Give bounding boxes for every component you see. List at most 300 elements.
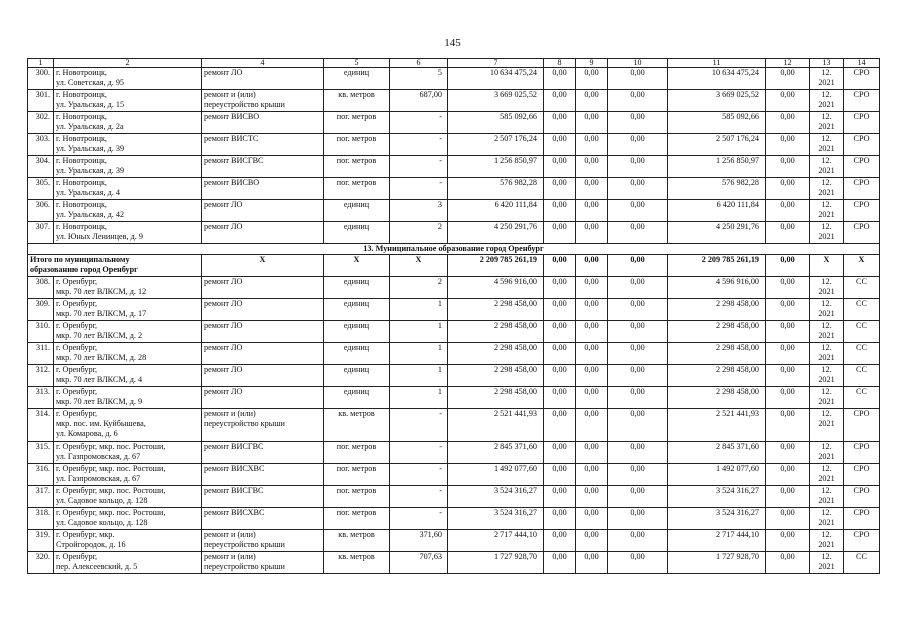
other-funds-cell: 0,00 [766, 178, 810, 200]
row-number: 305. [28, 178, 54, 200]
column-number: 2 [54, 59, 202, 68]
funding-method-cell: СРО [844, 68, 880, 90]
address-line: ул. Газпромовская, д. 67 [56, 452, 141, 462]
address-line: мкр. пос. им. Куйбышева, [56, 419, 146, 429]
completion-year: 2021 [818, 496, 835, 506]
completion-year: 2021 [818, 210, 835, 220]
column-number: 14 [844, 59, 880, 68]
completion-year: 2021 [818, 122, 835, 132]
fund-cell: 0,00 [576, 530, 608, 552]
unit-cell: пог. метров [324, 464, 390, 486]
address-line: ул. Комарова, д. 6 [56, 429, 118, 439]
work-type-cell [202, 178, 324, 200]
unit-cell: единиц [324, 68, 390, 90]
address-line: ул. Уральская, д. 15 [56, 100, 125, 110]
unit-cell: единиц [324, 277, 390, 299]
completion-date-cell [810, 200, 844, 222]
address-cell [54, 200, 202, 222]
table-row [28, 387, 880, 409]
address-line: г. Новотроицк, [56, 112, 107, 121]
address-line: г. Новотроицк, [56, 222, 107, 231]
work-type-line: ремонт ЛО [204, 387, 243, 396]
quantity-cell: 687,00 [390, 90, 448, 112]
owner-funds-cell: 4 250 291,76 [668, 222, 766, 244]
funding-method-cell: СС [844, 343, 880, 365]
completion-year: 2021 [818, 540, 835, 550]
cost-cell: 2 717 444,10 [448, 530, 544, 552]
address-line: ул. Садовое кольцо, д. 128 [56, 496, 148, 506]
address-line: г. Новотроицк, [56, 68, 107, 77]
column-number: 5 [324, 59, 390, 68]
address-line: ул. Уральская, д. 39 [56, 166, 125, 176]
owner-funds-cell: 2 298 458,00 [668, 321, 766, 343]
other-funds-cell: 0,00 [766, 343, 810, 365]
work-type-cell [202, 321, 324, 343]
completion-date-cell [810, 277, 844, 299]
column-number: 6 [390, 59, 448, 68]
row-number: 302. [28, 112, 54, 134]
cost-cell: 6 420 111,84 [448, 200, 544, 222]
unit-cell: пог. метров [324, 112, 390, 134]
owner-funds-cell: 2 298 458,00 [668, 299, 766, 321]
fund-cell: 0,00 [576, 365, 608, 387]
other-funds-cell: 0,00 [766, 530, 810, 552]
total-label-line: Итого по муниципальному [30, 255, 130, 264]
work-type-line: ремонт ЛО [204, 200, 243, 209]
fund-cell: 0,00 [576, 222, 608, 244]
fund-cell: 0,00 [608, 409, 668, 442]
owner-funds-cell: 2 521 441,93 [668, 409, 766, 442]
table-row [28, 442, 880, 464]
table-row [28, 508, 880, 530]
owner-funds-cell: 2 507 176,24 [668, 134, 766, 156]
address-line: г. Оренбург, [56, 277, 98, 286]
total-fund: 0,00 [608, 255, 668, 277]
work-type-line: ремонт ВИСГВС [204, 156, 264, 165]
completion-date-cell [810, 530, 844, 552]
quantity-cell: - [390, 156, 448, 178]
row-number: 316. [28, 464, 54, 486]
fund-cell: 0,00 [608, 222, 668, 244]
fund-cell: 0,00 [576, 387, 608, 409]
row-number: 311. [28, 343, 54, 365]
column-number: 7 [448, 59, 544, 68]
fund-cell: 0,00 [544, 508, 576, 530]
address-line: мкр. 70 лет ВЛКСМ, д. 28 [56, 353, 147, 363]
unit-cell: единиц [324, 387, 390, 409]
completion-year: 2021 [818, 474, 835, 484]
address-line: г. Оренбург, мкр. пос. Ростоши, [56, 508, 166, 517]
work-type-line: ремонт ВИСТС [204, 134, 259, 143]
row-number: 317. [28, 486, 54, 508]
fund-cell: 0,00 [576, 299, 608, 321]
address-line: ул. Садовое кольцо, д. 128 [56, 518, 148, 528]
completion-year: 2021 [818, 353, 835, 363]
total-fund: 0,00 [544, 255, 576, 277]
completion-date-cell [810, 365, 844, 387]
column-number-row [28, 59, 880, 68]
row-number: 318. [28, 508, 54, 530]
quantity-cell: - [390, 409, 448, 442]
address-line: пер. Алексеевский, д. 5 [56, 562, 138, 572]
other-funds-cell: 0,00 [766, 112, 810, 134]
address-line: ул. Уральская, д. 2а [56, 122, 124, 132]
quantity-cell: 1 [390, 321, 448, 343]
fund-cell: 0,00 [576, 112, 608, 134]
completion-date-cell [810, 387, 844, 409]
cost-cell: 1 727 928,70 [448, 552, 544, 574]
completion-date-cell [810, 321, 844, 343]
address-line: г. Новотроицк, [56, 90, 107, 99]
unit-cell: пог. метров [324, 508, 390, 530]
total-x: X [390, 255, 448, 277]
address-line: г. Оренбург, [56, 365, 98, 374]
address-line: ул. Уральская, д. 4 [56, 188, 120, 198]
fund-cell: 0,00 [576, 200, 608, 222]
quantity-cell: 2 [390, 222, 448, 244]
quantity-cell: 1 [390, 343, 448, 365]
address-cell [54, 178, 202, 200]
row-number: 320. [28, 552, 54, 574]
fund-cell: 0,00 [544, 552, 576, 574]
fund-cell: 0,00 [544, 178, 576, 200]
address-cell [54, 299, 202, 321]
completion-year: 2021 [818, 518, 835, 528]
column-number: 4 [202, 59, 324, 68]
owner-funds-cell: 576 982,28 [668, 178, 766, 200]
table-row [28, 134, 880, 156]
completion-month: 12. [821, 552, 832, 561]
owner-funds-cell: 1 727 928,70 [668, 552, 766, 574]
completion-year: 2021 [818, 331, 835, 341]
address-cell [54, 552, 202, 574]
owner-funds-cell: 2 845 371,60 [668, 442, 766, 464]
work-type-cell [202, 277, 324, 299]
fund-cell: 0,00 [576, 552, 608, 574]
column-number: 13 [810, 59, 844, 68]
work-type-line: ремонт ЛО [204, 222, 243, 231]
address-line: г. Оренбург, мкр. [56, 530, 115, 539]
other-funds-cell: 0,00 [766, 200, 810, 222]
address-cell [54, 530, 202, 552]
completion-month: 12. [821, 508, 832, 517]
address-cell [54, 387, 202, 409]
cost-cell: 4 250 291,76 [448, 222, 544, 244]
address-line: г. Новотроицк, [56, 134, 107, 143]
completion-date-cell [810, 442, 844, 464]
column-number: 9 [576, 59, 608, 68]
cost-cell: 10 634 475,24 [448, 68, 544, 90]
address-cell [54, 222, 202, 244]
completion-month: 12. [821, 442, 832, 451]
address-cell [54, 409, 202, 442]
work-type-line: ремонт ЛО [204, 321, 243, 330]
total-x: X [324, 255, 390, 277]
address-cell [54, 90, 202, 112]
section-title-row [28, 244, 880, 255]
work-type-cell [202, 552, 324, 574]
fund-cell: 0,00 [608, 464, 668, 486]
funding-method-cell: СРО [844, 178, 880, 200]
funding-method-cell: СС [844, 365, 880, 387]
other-funds-cell: 0,00 [766, 409, 810, 442]
total-x: X [202, 255, 324, 277]
work-type-cell [202, 365, 324, 387]
work-type-line: ремонт и (или) [204, 552, 256, 561]
completion-date-cell [810, 486, 844, 508]
work-type-cell [202, 343, 324, 365]
total-cost: 2 209 785 261,19 [448, 255, 544, 277]
address-cell [54, 112, 202, 134]
unit-cell: пог. метров [324, 134, 390, 156]
work-type-cell [202, 200, 324, 222]
completion-month: 12. [821, 134, 832, 143]
completion-date-cell [810, 90, 844, 112]
work-type-line: ремонт ЛО [204, 343, 243, 352]
fund-cell: 0,00 [608, 321, 668, 343]
cost-cell: 2 521 441,93 [448, 409, 544, 442]
funding-method-cell: СРО [844, 90, 880, 112]
table-row [28, 365, 880, 387]
unit-cell: единиц [324, 200, 390, 222]
address-cell [54, 68, 202, 90]
owner-funds-cell: 2 298 458,00 [668, 365, 766, 387]
table-row [28, 112, 880, 134]
address-line: мкр. 70 лет ВЛКСМ, д. 9 [56, 397, 143, 407]
completion-date-cell [810, 156, 844, 178]
completion-month: 12. [821, 178, 832, 187]
quantity-cell: - [390, 442, 448, 464]
row-number: 308. [28, 277, 54, 299]
cost-cell: 2 298 458,00 [448, 343, 544, 365]
work-type-line: переустройство крыши [204, 562, 285, 572]
owner-funds-cell: 3 524 316,27 [668, 486, 766, 508]
fund-cell: 0,00 [544, 112, 576, 134]
address-line: Стройгородок, д. 16 [56, 540, 126, 550]
address-line: г. Оренбург, [56, 552, 98, 561]
other-funds-cell: 0,00 [766, 299, 810, 321]
fund-cell: 0,00 [576, 68, 608, 90]
completion-year: 2021 [818, 188, 835, 198]
column-number: 11 [668, 59, 766, 68]
address-line: мкр. 70 лет ВЛКСМ, д. 12 [56, 287, 147, 297]
cost-cell: 3 524 316,27 [448, 508, 544, 530]
fund-cell: 0,00 [608, 200, 668, 222]
work-type-line: переустройство крыши [204, 100, 285, 110]
total-fund: 0,00 [576, 255, 608, 277]
work-type-line: ремонт ЛО [204, 68, 243, 77]
address-line: ул. Юных Ленинцев, д. 9 [56, 232, 143, 242]
other-funds-cell: 0,00 [766, 508, 810, 530]
address-line: г. Оренбург, мкр. пос. Ростоши, [56, 442, 166, 451]
fund-cell: 0,00 [544, 222, 576, 244]
completion-month: 12. [821, 365, 832, 374]
unit-cell: единиц [324, 222, 390, 244]
completion-month: 12. [821, 486, 832, 495]
column-number: 10 [608, 59, 668, 68]
row-number: 310. [28, 321, 54, 343]
fund-cell: 0,00 [576, 321, 608, 343]
fund-cell: 0,00 [608, 277, 668, 299]
completion-year: 2021 [818, 419, 835, 429]
completion-year: 2021 [818, 375, 835, 385]
unit-cell: пог. метров [324, 178, 390, 200]
work-type-cell [202, 409, 324, 442]
fund-cell: 0,00 [576, 90, 608, 112]
quantity-cell: 3 [390, 200, 448, 222]
completion-date-cell [810, 112, 844, 134]
other-funds-cell: 0,00 [766, 365, 810, 387]
cost-cell: 3 669 025,52 [448, 90, 544, 112]
address-cell [54, 343, 202, 365]
unit-cell: пог. метров [324, 486, 390, 508]
fund-cell: 0,00 [576, 486, 608, 508]
quantity-cell: - [390, 464, 448, 486]
fund-cell: 0,00 [544, 156, 576, 178]
fund-cell: 0,00 [576, 134, 608, 156]
work-type-cell [202, 112, 324, 134]
owner-funds-cell: 10 634 475,24 [668, 68, 766, 90]
funding-method-cell: СРО [844, 464, 880, 486]
other-funds-cell: 0,00 [766, 277, 810, 299]
row-number: 301. [28, 90, 54, 112]
row-number: 307. [28, 222, 54, 244]
fund-cell: 0,00 [608, 365, 668, 387]
completion-date-cell [810, 299, 844, 321]
address-cell [54, 508, 202, 530]
fund-cell: 0,00 [576, 409, 608, 442]
unit-cell: единиц [324, 321, 390, 343]
funding-method-cell: СРО [844, 409, 880, 442]
cost-cell: 3 524 316,27 [448, 486, 544, 508]
work-type-line: ремонт ЛО [204, 299, 243, 308]
address-line: г. Новотроицк, [56, 156, 107, 165]
fund-cell: 0,00 [544, 486, 576, 508]
fund-cell: 0,00 [608, 299, 668, 321]
address-cell [54, 277, 202, 299]
owner-funds-cell: 1 256 850,97 [668, 156, 766, 178]
row-number: 314. [28, 409, 54, 442]
address-cell [54, 134, 202, 156]
work-type-cell [202, 156, 324, 178]
quantity-cell: 5 [390, 68, 448, 90]
fund-cell: 0,00 [608, 442, 668, 464]
address-line: г. Оренбург, мкр. пос. Ростоши, [56, 464, 166, 473]
address-cell [54, 156, 202, 178]
fund-cell: 0,00 [608, 112, 668, 134]
cost-cell: 2 507 176,24 [448, 134, 544, 156]
fund-cell: 0,00 [608, 387, 668, 409]
address-line: мкр. 70 лет ВЛКСМ, д. 2 [56, 331, 143, 341]
table-row [28, 299, 880, 321]
fund-cell: 0,00 [576, 156, 608, 178]
fund-cell: 0,00 [544, 321, 576, 343]
work-type-cell [202, 486, 324, 508]
funding-method-cell: СРО [844, 222, 880, 244]
table-row [28, 90, 880, 112]
completion-month: 12. [821, 343, 832, 352]
quantity-cell: - [390, 508, 448, 530]
completion-month: 12. [821, 299, 832, 308]
quantity-cell: 1 [390, 365, 448, 387]
quantity-cell: 2 [390, 277, 448, 299]
work-type-line: ремонт и (или) [204, 530, 256, 539]
owner-funds-cell: 2 717 444,10 [668, 530, 766, 552]
fund-cell: 0,00 [544, 530, 576, 552]
cost-cell: 2 298 458,00 [448, 387, 544, 409]
funding-method-cell: СС [844, 552, 880, 574]
owner-funds-cell: 1 492 077,60 [668, 464, 766, 486]
address-line: г. Оренбург, [56, 409, 98, 418]
work-type-cell [202, 222, 324, 244]
owner-funds-cell: 3 524 316,27 [668, 508, 766, 530]
completion-year: 2021 [818, 144, 835, 154]
table-row [28, 68, 880, 90]
work-type-cell [202, 134, 324, 156]
fund-cell: 0,00 [608, 343, 668, 365]
address-line: г. Оренбург, мкр. пос. Ростоши, [56, 486, 166, 495]
fund-cell: 0,00 [544, 365, 576, 387]
work-type-cell [202, 464, 324, 486]
completion-month: 12. [821, 156, 832, 165]
quantity-cell: - [390, 178, 448, 200]
address-line: г. Оренбург, [56, 387, 98, 396]
address-line: мкр. 70 лет ВЛКСМ, д. 17 [56, 309, 147, 319]
fund-cell: 0,00 [608, 156, 668, 178]
quantity-cell: - [390, 486, 448, 508]
work-type-cell [202, 68, 324, 90]
section-title: 13. Муниципальное образование город Оренбург [28, 244, 880, 255]
funding-method-cell: СС [844, 277, 880, 299]
fund-cell: 0,00 [608, 90, 668, 112]
address-cell [54, 321, 202, 343]
cost-cell: 2 298 458,00 [448, 299, 544, 321]
funding-method-cell: СРО [844, 508, 880, 530]
fund-cell: 0,00 [576, 178, 608, 200]
funding-method-cell: СРО [844, 530, 880, 552]
unit-cell: кв. метров [324, 552, 390, 574]
cost-cell: 2 298 458,00 [448, 321, 544, 343]
total-x: X [810, 255, 844, 277]
quantity-cell: 707,63 [390, 552, 448, 574]
total-owner-funds: 2 209 785 261,19 [668, 255, 766, 277]
other-funds-cell: 0,00 [766, 486, 810, 508]
work-type-line: ремонт и (или) [204, 90, 256, 99]
work-type-line: переустройство крыши [204, 419, 285, 429]
funding-method-cell: СС [844, 299, 880, 321]
completion-date-cell [810, 178, 844, 200]
other-funds-cell: 0,00 [766, 134, 810, 156]
work-type-line: ремонт ВИСВО [204, 112, 260, 121]
row-number: 303. [28, 134, 54, 156]
fund-cell: 0,00 [608, 134, 668, 156]
funding-method-cell: СРО [844, 112, 880, 134]
table-row [28, 321, 880, 343]
other-funds-cell: 0,00 [766, 156, 810, 178]
work-type-cell [202, 90, 324, 112]
completion-month: 12. [821, 387, 832, 396]
table-row [28, 222, 880, 244]
completion-date-cell [810, 508, 844, 530]
unit-cell: кв. метров [324, 90, 390, 112]
quantity-cell: 1 [390, 387, 448, 409]
fund-cell: 0,00 [544, 299, 576, 321]
row-number: 319. [28, 530, 54, 552]
funding-method-cell: СРО [844, 200, 880, 222]
fund-cell: 0,00 [608, 552, 668, 574]
completion-year: 2021 [818, 100, 835, 110]
address-line: г. Оренбург, [56, 343, 98, 352]
